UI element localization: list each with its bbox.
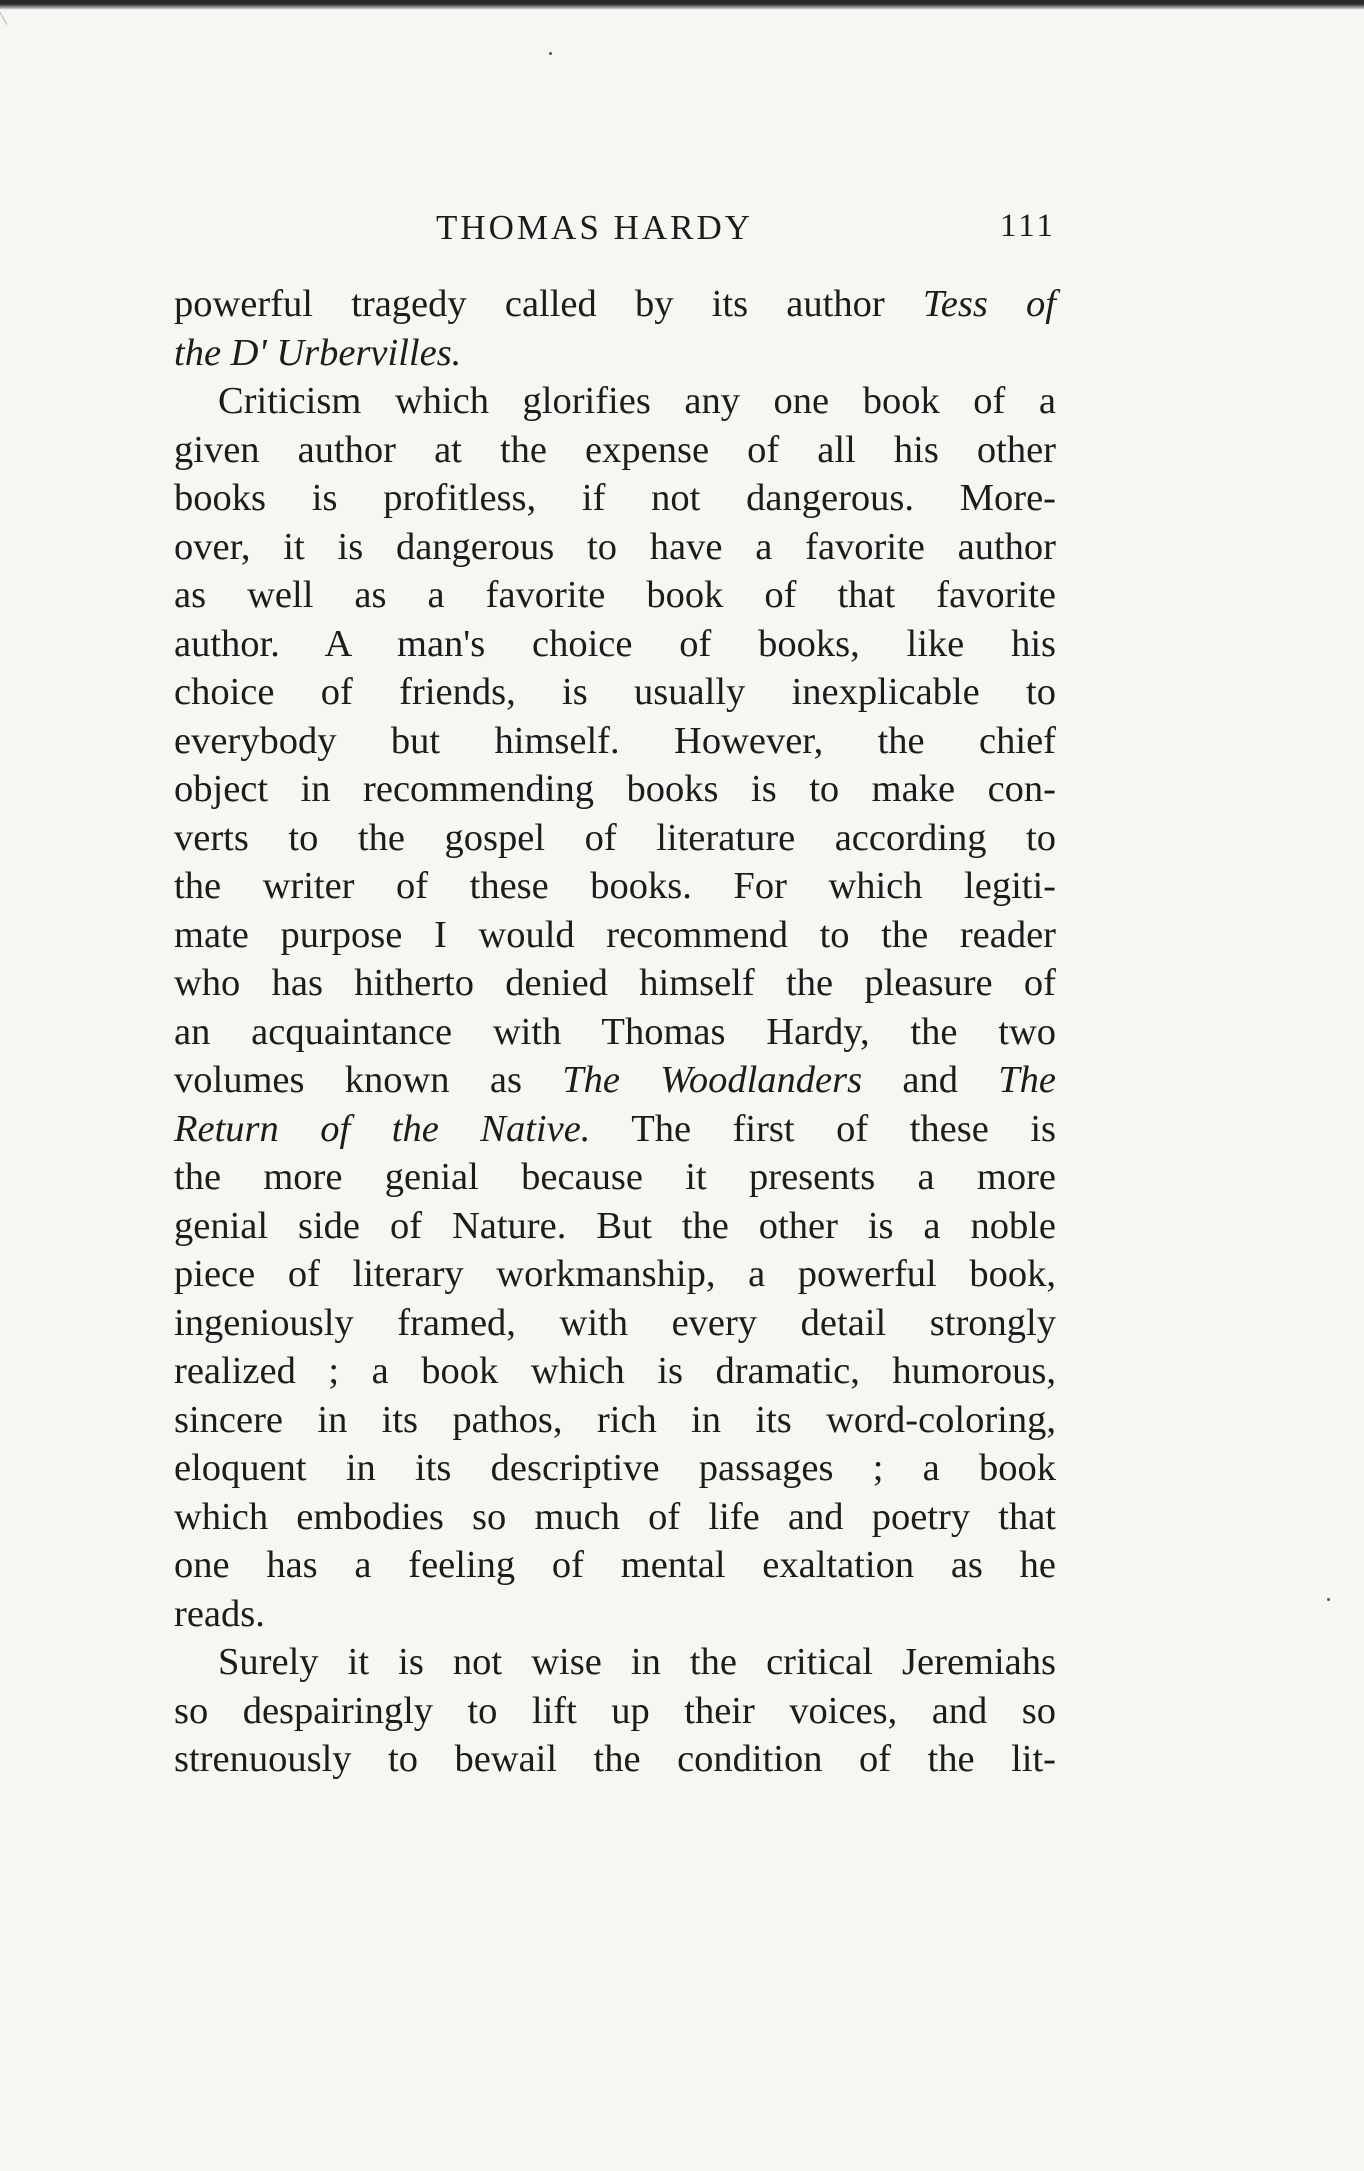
text-segment: verts to the gospel of literature according to xyxy=(174,816,1056,859)
book-title: the D' Urbervilles. xyxy=(174,331,462,374)
book-title: Tess of xyxy=(922,283,1056,325)
text-segment: the writer of these books. For which legiti- xyxy=(174,865,1056,907)
page-number: 111 xyxy=(999,208,1056,244)
text-segment: books is profitless, if not dangerous. More- xyxy=(174,477,1056,519)
text-line xyxy=(174,620,1056,669)
text-segment: who has hitherto denied himself the pleasure of xyxy=(174,962,1056,1004)
book-title: The xyxy=(998,1059,1057,1101)
text-segment: choice of friends, is usually inexplicable to xyxy=(174,671,1056,713)
text-segment: over, it is dangerous to have a favorite author xyxy=(174,525,1056,568)
book-title: The Woodlanders xyxy=(562,1059,863,1101)
text-line xyxy=(174,1687,1056,1736)
text-line xyxy=(174,1493,1056,1542)
running-head xyxy=(174,208,1056,258)
text-line xyxy=(174,668,1056,717)
text-line xyxy=(174,329,1056,378)
text-line xyxy=(174,1250,1056,1299)
page-edge-shadow xyxy=(0,0,1364,10)
text-segment: Criticism which glorifies any one book of a xyxy=(218,380,1056,422)
text-line xyxy=(174,474,1056,523)
text-line xyxy=(174,814,1056,863)
text-segment: as well as a favorite book of that favorite xyxy=(174,574,1056,616)
text-line xyxy=(174,1590,1056,1639)
paper-speck xyxy=(549,52,552,55)
text-line xyxy=(174,571,1056,620)
text-line xyxy=(174,1735,1056,1784)
text-segment: strenuously to bewail the condition of the lit- xyxy=(174,1738,1056,1780)
text-line xyxy=(174,1202,1056,1251)
text-segment: given author at the expense of all his other xyxy=(174,428,1056,471)
text-line xyxy=(174,1056,1056,1105)
text-line xyxy=(174,1396,1056,1445)
text-segment: an acquaintance with Thomas Hardy, the two xyxy=(174,1010,1056,1053)
text-line xyxy=(174,377,1056,426)
text-line xyxy=(174,1541,1056,1590)
text-line xyxy=(174,959,1056,1008)
text-line xyxy=(174,862,1056,911)
book-title: Return of the Native. xyxy=(174,1107,591,1150)
text-line xyxy=(174,1299,1056,1348)
text-segment: genial side of Nature. But the other is a noble xyxy=(174,1204,1056,1247)
text-line xyxy=(174,1105,1056,1154)
text-line xyxy=(174,765,1056,814)
text-line xyxy=(174,280,1056,329)
text-segment: which embodies so much of life and poetry that xyxy=(174,1495,1056,1538)
text-segment: and xyxy=(862,1059,999,1101)
text-line xyxy=(174,1444,1056,1493)
text-segment: sincere in its pathos, rich in its word-coloring, xyxy=(174,1398,1056,1441)
text-segment: author. A man's choice of books, like his xyxy=(174,622,1056,665)
text-segment: mate purpose I would recommend to the reader xyxy=(174,913,1056,956)
paper-speck xyxy=(1327,1598,1330,1601)
text-line xyxy=(174,1638,1056,1687)
text-segment: one has a feeling of mental exaltation as he xyxy=(174,1544,1056,1586)
text-line xyxy=(174,523,1056,572)
text-segment: the more genial because it presents a more xyxy=(174,1156,1056,1198)
text-segment: reads. xyxy=(174,1592,265,1635)
text-segment: realized ; a book which is dramatic, humorous, xyxy=(174,1350,1056,1392)
text-line xyxy=(174,426,1056,475)
text-segment: so despairingly to lift up their voices, and so xyxy=(174,1689,1056,1732)
text-segment: The first of these is xyxy=(590,1107,1056,1150)
text-line xyxy=(174,911,1056,960)
text-segment: ingeniously framed, with every detail strongly xyxy=(174,1301,1056,1344)
text-line xyxy=(174,1153,1056,1202)
running-title: THOMAS HARDY xyxy=(436,208,753,247)
text-segment: everybody but himself. However, the chief xyxy=(174,719,1056,762)
text-segment: powerful tragedy called by its author xyxy=(174,283,923,325)
text-segment: eloquent in its descriptive passages ; a book xyxy=(174,1447,1056,1489)
text-line xyxy=(174,1008,1056,1057)
text-line xyxy=(174,717,1056,766)
text-segment: Surely it is not wise in the critical Jeremiahs xyxy=(218,1641,1056,1683)
text-segment: volumes known as xyxy=(174,1059,563,1101)
text-segment: object in recommending books is to make con- xyxy=(174,768,1056,810)
text-line xyxy=(174,1347,1056,1396)
text-segment: piece of literary workmanship, a powerful book, xyxy=(174,1253,1056,1295)
body-text xyxy=(174,280,1056,1784)
